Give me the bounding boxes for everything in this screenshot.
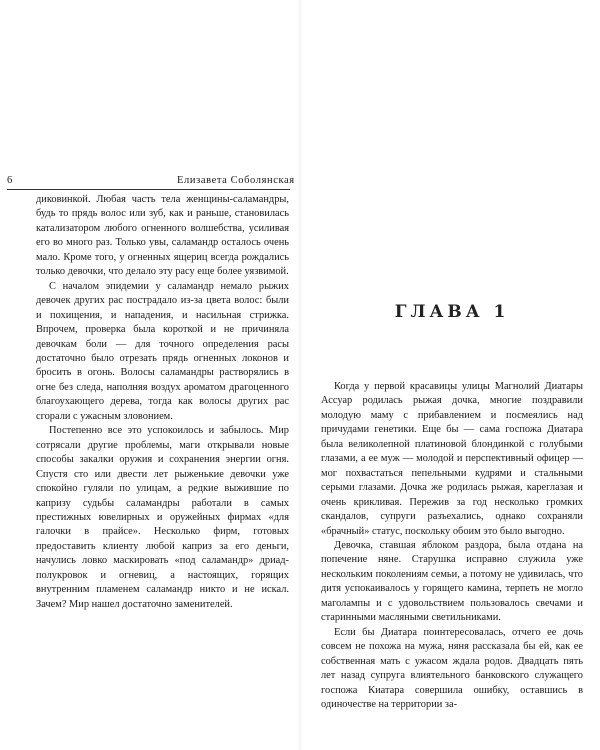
paragraph: Если бы Диатара поинтересовалась, отчего ее дочь совсем не похожа на мужа, няня рассказала бы ей, как ее собственная мать с ужасом ждала родов. Двадцать пять лет назад супруга влиятельного банковского служащего госпожа Киатара совершила ошибку, оставшись в одиночестве на территории за-	[321, 626, 583, 710]
page-number: 6	[7, 175, 13, 186]
author-name: Елизавета Соболянская	[177, 175, 295, 186]
paragraph: Девочка, ставшая яблоком раздора, была отдана на попечение няне. Старушка исправно служила уже нескольким поколениям семьи, а потому не удивилась, что дитя успокаивалось у горящего камина, терпеть не могло маголампы и с удовольствием пользовалось свечами и старинными масляными светильниками.	[321, 539, 583, 624]
paragraph: Когда у первой красавицы улицы Магнолий Диатары Ассуар родилась рыжая дочка, многие поздравили молодую маму с прибавлением и посмеялись над причудами генетики. Еще бы — сама госпожа Диатара была великолепной платиновой блондинкой с голубыми глазами, а ее муж — молодой и перспективный офицер — мог похвастаться пепельными кудрями и стальными серыми глазами. Дочка же родилась рыжая, кареглазая и очень крикливая. Пережив за год несколько громких скандалов, супруги разъехались, однако сохраняли «брачный» статус, поскольку обоим это было выгодно.	[321, 381, 583, 537]
header-rule	[7, 189, 290, 190]
paragraph: диковинкой. Любая часть тела женщины-саламандры, будь то прядь волос или зуб, как и раньше, становилась катализатором любого огненного волшебства, усиливая его во много раз. Только увы, саламандр осталось очень мало. Кроме того, у огненных ящериц всегда рождались только девочки, что делало эту расу еще более уязвимой.	[36, 194, 289, 278]
right-body-text	[321, 380, 583, 712]
left-body-text	[36, 193, 289, 612]
paragraph: Постепенно все это успокоилось и забылось. Мир сотрясали другие проблемы, маги открывали новые способы закалки оружия и сохранения энергии огня. Спустя сто или двести лет рыженькие девочки уже спокойно гуляли по улицам, а редкие выжившие по капризу судьбы саламандры работали в самых престижных ювелирных и оружейных фирмах «для галочки в прайсе». Несколько фирм, готовых предоставить клиенту любой каприз за его деньги, начулись ловко маскировать «под саламандр» дриад-полукровок и огневиц, а настоящих, горящих внутренним пламенем саламандр никто и не искал. Зачем? Мир нашел достаточно заменителей.	[36, 425, 289, 610]
chapter-title: ГЛАВА 1	[394, 302, 510, 322]
paragraph: С началом эпидемии у саламандр немало рыжих девочек других рас пострадало из-за цвета волос: были и похищения, и нападения, и насильная стрижка. Впрочем, проверка была короткой и не причиняла девочкам боли — для точного определения расы достаточно было отрезать прядь огненных локонов и бросить в огонь. Волосы саламандры растворялись в огне без следа, наполняя воздух ароматом драгоценного благоухающего дерева, тогда как волосы других рас сгорали с ужасным зловонием.	[36, 280, 289, 422]
